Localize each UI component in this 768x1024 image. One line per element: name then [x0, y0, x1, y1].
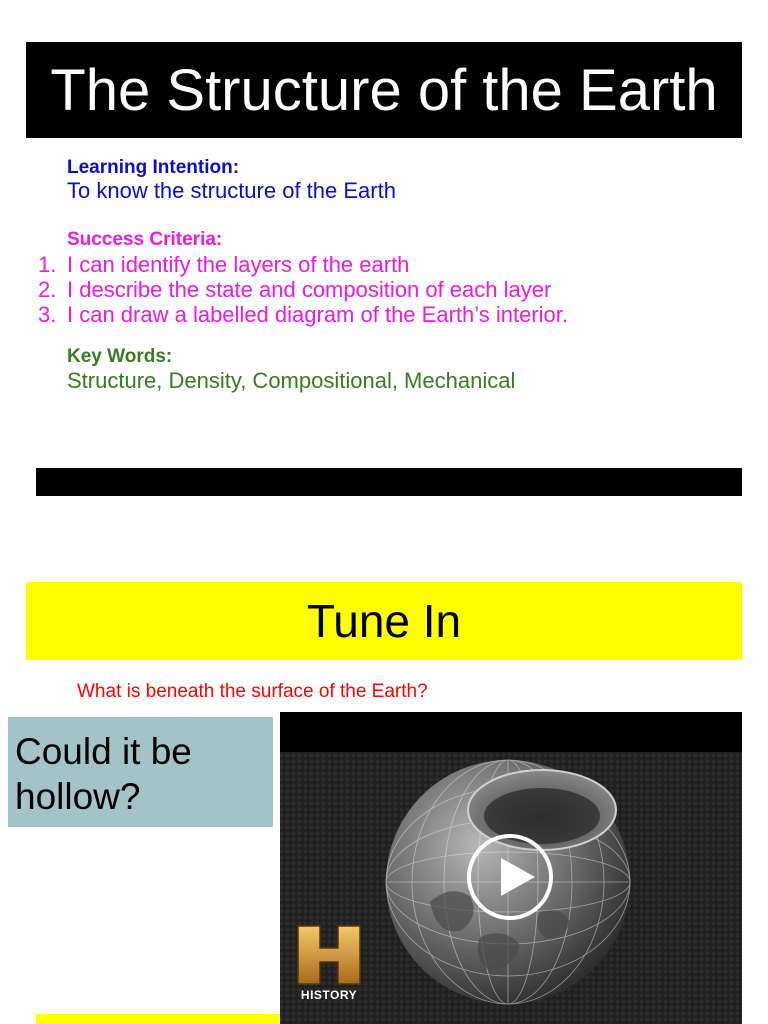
key-words-heading: Key Words: [67, 346, 173, 367]
success-criteria-item [38, 252, 568, 277]
success-criteria-item [38, 302, 568, 327]
success-criteria-item [38, 277, 568, 302]
history-logo-text: HISTORY [300, 988, 358, 1002]
bottom-yellow-strip [36, 1014, 280, 1024]
list-item-text: I can identify the layers of the earth [67, 252, 410, 277]
slide-title: The Structure of the Earth [26, 42, 742, 138]
learning-intention-heading: Learning Intention: [67, 157, 240, 178]
divider-bar [36, 468, 742, 496]
hollow-callout: Could it be hollow? [8, 717, 273, 827]
key-words-text: Structure, Density, Compositional, Mechanical [67, 368, 516, 393]
tune-in-title: Tune In [26, 582, 742, 660]
success-criteria-heading: Success Criteria: [67, 229, 223, 250]
list-item-text: I can draw a labelled diagram of the Earth’s interior. [67, 302, 568, 327]
success-criteria-list [38, 252, 568, 327]
list-number: 3. [38, 302, 57, 327]
history-logo [292, 922, 366, 1018]
question-text: What is beneath the surface of the Earth? [77, 681, 428, 702]
list-number: 2. [38, 277, 57, 302]
play-button[interactable] [467, 834, 553, 920]
list-number: 1. [38, 252, 57, 277]
learning-intention-text: To know the structure of the Earth [67, 178, 396, 203]
list-item-text: I describe the state and composition of each layer [67, 277, 552, 302]
video-player[interactable] [280, 712, 742, 1024]
